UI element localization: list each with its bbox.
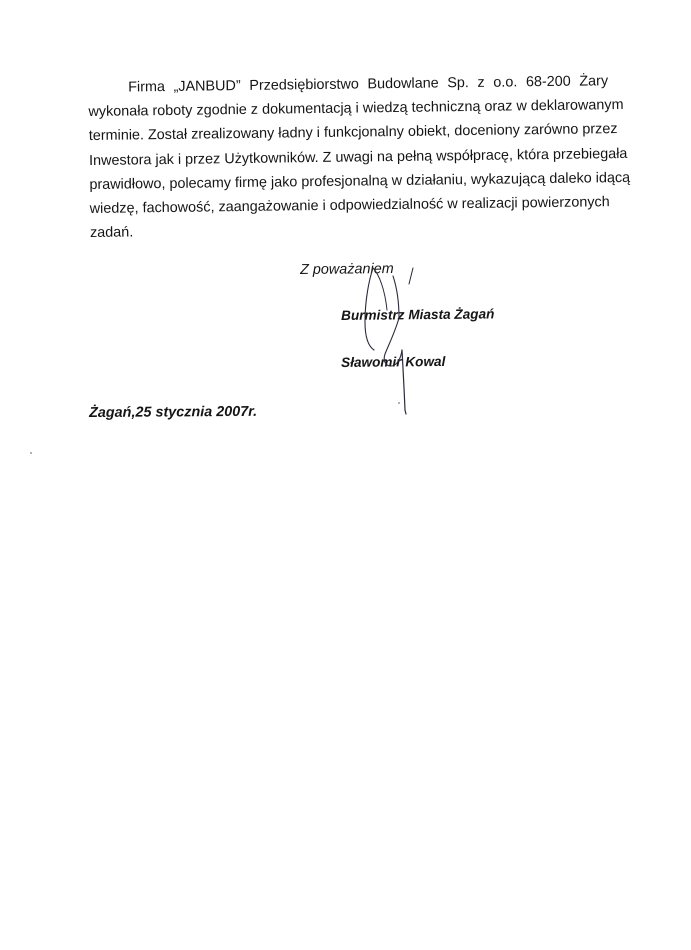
letter-body-line: zadań.: [89, 224, 134, 242]
scan-speck: [30, 452, 32, 454]
letter-body: [88, 69, 631, 245]
letter-body-line: wykonała roboty zgodnie z dokumentacją i wiedzą techniczną oraz w deklarowanym: [88, 97, 624, 121]
date-and-place: Żagań,25 stycznia 2007r.: [89, 403, 258, 421]
signatory-title: Burmistrz Miasta Żagań: [341, 306, 495, 323]
signatory-name: Sławomir Kowal: [341, 353, 446, 370]
letter-body-line: wiedzę, fachowość, zaangażowanie i odpowiedzialność w realizacji powierzonych: [89, 194, 610, 218]
letter-body-line: terminie. Został zrealizowany ładny i funkcjonalny obiekt, doceniony zarówno przez: [88, 121, 618, 145]
handwritten-signature: [355, 262, 435, 422]
closing-salutation: Z poważaniem: [300, 261, 394, 278]
letter-body-line: Firma „JANBUD” Przedsiębiorstwo Budowlane Sp. z o.o. 68-200 Żary: [128, 73, 609, 96]
letter-body-line: prawidłowo, polecamy firmę jako profesjonalną w działaniu, wykazującą daleko idącą: [89, 169, 631, 193]
scan-speck: [398, 402, 400, 404]
letter-body-line: Inwestora jak i przez Użytkowników. Z uwagi na pełną współpracę, która przebiegała: [89, 145, 628, 169]
